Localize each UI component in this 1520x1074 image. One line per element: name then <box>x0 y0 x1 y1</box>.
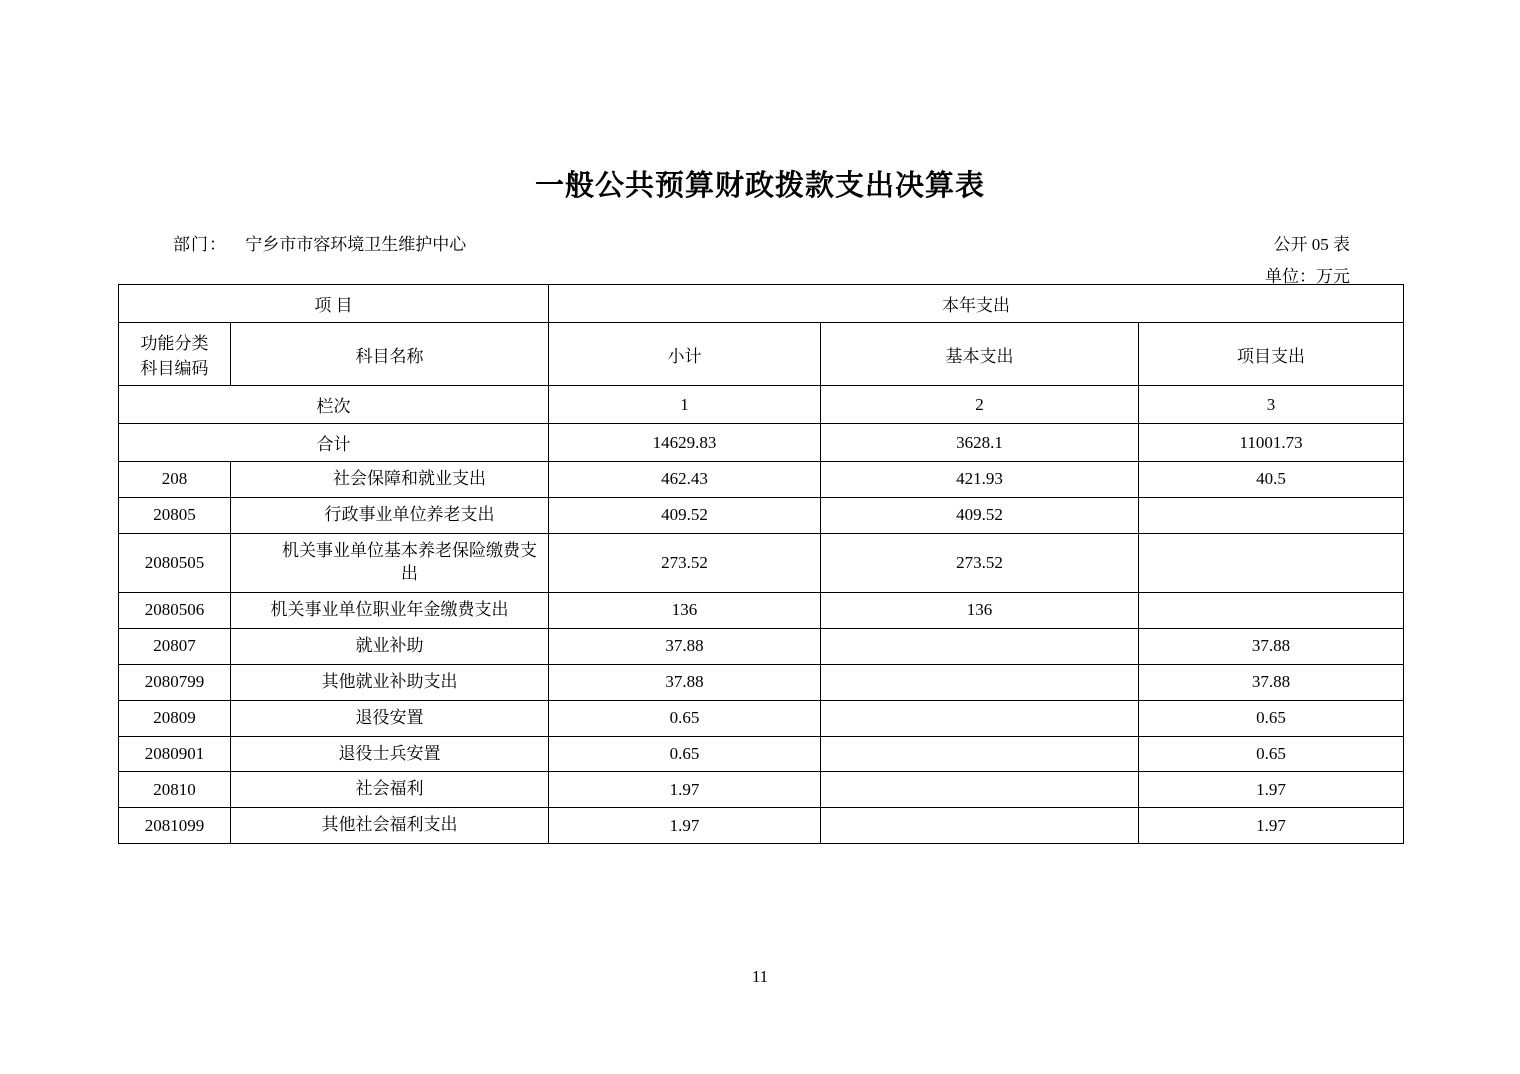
document-meta <box>118 230 1402 254</box>
row-basic: 273.52 <box>821 533 1139 592</box>
table-header-group-row <box>119 285 1404 323</box>
column-index-1: 1 <box>549 386 821 424</box>
table-row <box>119 592 1404 628</box>
header-subtotal: 小计 <box>549 323 821 386</box>
row-code: 2080799 <box>119 664 231 700</box>
row-name: 退役安置 <box>231 700 549 736</box>
total-basic: 3628.1 <box>821 424 1139 462</box>
row-code: 208 <box>119 462 231 498</box>
row-code: 2080901 <box>119 736 231 772</box>
total-label: 合计 <box>119 424 549 462</box>
row-subtotal: 409.52 <box>549 497 821 533</box>
column-index-3: 3 <box>1139 386 1404 424</box>
row-basic <box>821 700 1139 736</box>
row-project: 37.88 <box>1139 628 1404 664</box>
row-project <box>1139 533 1404 592</box>
row-subtotal: 37.88 <box>549 664 821 700</box>
header-function-code-line1: 功能分类 <box>140 334 209 353</box>
total-project: 11001.73 <box>1139 424 1404 462</box>
row-name: 行政事业单位养老支出 <box>231 497 549 533</box>
row-project <box>1139 497 1404 533</box>
row-basic: 136 <box>821 592 1139 628</box>
budget-expense-table <box>118 284 1404 844</box>
row-basic: 409.52 <box>821 497 1139 533</box>
table-row <box>119 497 1404 533</box>
row-project: 1.97 <box>1139 808 1404 844</box>
row-code: 20807 <box>119 628 231 664</box>
row-code: 20810 <box>119 772 231 808</box>
row-code: 20809 <box>119 700 231 736</box>
row-subtotal: 1.97 <box>549 772 821 808</box>
row-project: 0.65 <box>1139 736 1404 772</box>
table-row <box>119 664 1404 700</box>
table-row <box>119 533 1404 592</box>
table-row <box>119 808 1404 844</box>
row-subtotal: 1.97 <box>549 808 821 844</box>
header-function-code-line2: 科目编码 <box>140 359 209 378</box>
row-project: 1.97 <box>1139 772 1404 808</box>
table-column-index-row <box>119 386 1404 424</box>
row-name: 社会保障和就业支出 <box>231 462 549 498</box>
unit-note: 单位：万元 <box>1265 267 1350 286</box>
row-name: 其他就业补助支出 <box>231 664 549 700</box>
row-subtotal: 273.52 <box>549 533 821 592</box>
table-total-row <box>119 424 1404 462</box>
row-project: 0.65 <box>1139 700 1404 736</box>
header-subject-name: 科目名称 <box>231 323 549 386</box>
table-row <box>119 628 1404 664</box>
column-index-2: 2 <box>821 386 1139 424</box>
row-project: 37.88 <box>1139 664 1404 700</box>
column-index-label: 栏次 <box>119 386 549 424</box>
row-code: 2080506 <box>119 592 231 628</box>
table-row <box>119 772 1404 808</box>
row-subtotal: 37.88 <box>549 628 821 664</box>
row-name: 其他社会福利支出 <box>231 808 549 844</box>
row-subtotal: 462.43 <box>549 462 821 498</box>
department-value: 宁乡市市容环境卫生维护中心 <box>245 235 467 254</box>
page-title: 一般公共预算财政拨款支出决算表 <box>534 168 985 202</box>
header-basic-expense: 基本支出 <box>821 323 1139 386</box>
row-basic <box>821 736 1139 772</box>
row-project <box>1139 592 1404 628</box>
row-basic: 421.93 <box>821 462 1139 498</box>
department-line <box>173 230 466 255</box>
row-subtotal: 136 <box>549 592 821 628</box>
table-row <box>119 700 1404 736</box>
row-name: 机关事业单位职业年金缴费支出 <box>231 592 549 628</box>
total-subtotal: 14629.83 <box>549 424 821 462</box>
department-label: 部门： <box>173 235 227 254</box>
header-project-expense: 项目支出 <box>1139 323 1404 386</box>
row-project: 40.5 <box>1139 462 1404 498</box>
form-number: 公开 05 表 <box>1273 235 1350 254</box>
row-code: 20805 <box>119 497 231 533</box>
row-basic <box>821 772 1139 808</box>
row-code: 2081099 <box>119 808 231 844</box>
page-number: 11 <box>751 967 769 986</box>
row-code: 2080505 <box>119 533 231 592</box>
row-name: 退役士兵安置 <box>231 736 549 772</box>
table-header-row <box>119 323 1404 386</box>
row-basic <box>821 628 1139 664</box>
row-name: 机关事业单位基本养老保险缴费支出 <box>231 533 549 592</box>
header-function-code <box>119 323 231 386</box>
header-item-group: 项 目 <box>119 285 549 323</box>
row-name: 就业补助 <box>231 628 549 664</box>
row-name: 社会福利 <box>231 772 549 808</box>
row-subtotal: 0.65 <box>549 736 821 772</box>
row-basic <box>821 808 1139 844</box>
table-row <box>119 462 1404 498</box>
table-row <box>119 736 1404 772</box>
header-year-expense-group: 本年支出 <box>549 285 1404 323</box>
row-basic <box>821 664 1139 700</box>
row-subtotal: 0.65 <box>549 700 821 736</box>
